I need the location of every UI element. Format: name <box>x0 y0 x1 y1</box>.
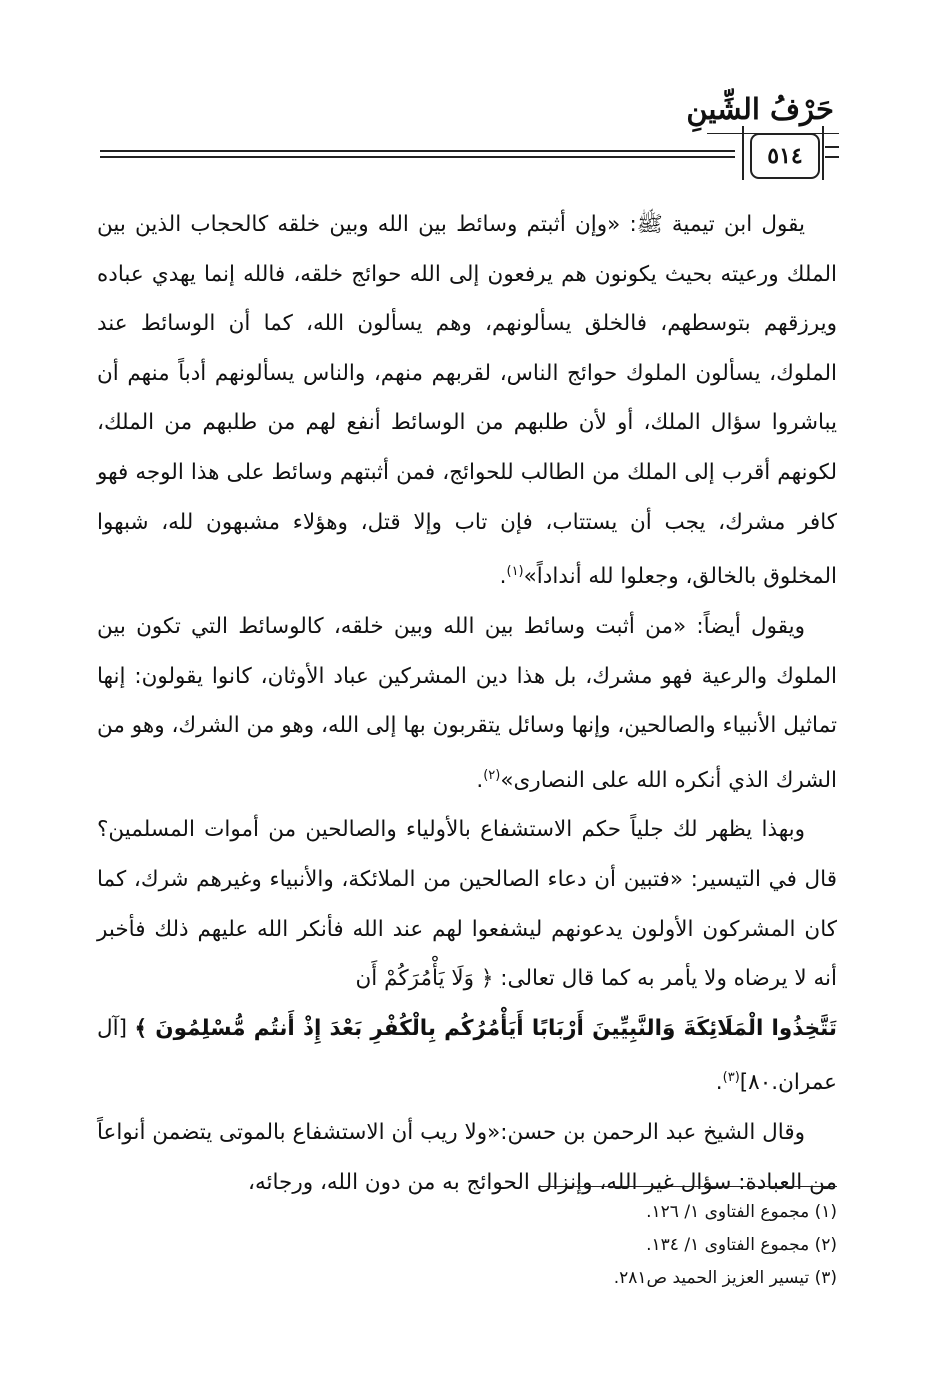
footnotes <box>337 1196 837 1295</box>
footnote-ref: (١) <box>506 564 524 580</box>
header-marker <box>825 146 839 158</box>
quran-verse: تَتَّخِذُوا الْمَلَائِكَةَ وَالنَّبِيِّينَ أَرْبَابًا أَيَأْمُرُكُم بِالْكُفْرِ بَعْدَ إِذْ أَنتُم مُّسْلِمُونَ ﴾ <box>134 1015 838 1041</box>
paragraph: وبهذا يظهر لك جلياً حكم الاستشفاع بالأولياء والصالحين من أموات المسلمين؟ قال في التيسير: «فتبين أن دعاء الصالحين من الملائكة، والأنبياء وغيرهم شرك، كما كان المشركون الأولون يدعونهم ليشفعوا لهم عند الله فأنكر الله عليهم ذلك فأخبر أنه لا يرضاه ولا يأمر به كما قال تعالى: ﴿ وَلَا يَأْمُرَكُمْ أَن تَتَّخِذُوا الْمَلَائِكَةَ وَالنَّبِيِّينَ أَرْبَابًا أَيَأْمُرُكُم بِالْكُفْرِ بَعْدَ إِذْ أَنتُم مُّسْلِمُونَ ﴾ [آل عمران.٨٠]$^{(٣)}$. <box>97 817 838 1096</box>
footnote: (١) مجموع الفتاوى ١/ ١٢٦. <box>646 1202 837 1222</box>
chapter-title: حَرْفُ الشِّينِ <box>686 92 834 126</box>
quran-reference: [آل عمران.٨٠] <box>97 1015 837 1096</box>
header-rule <box>100 156 735 158</box>
paragraph: يقول ابن تيمية ﷺ: «وإن أثبتم وسائط بين الله وبين خلقه كالحجاب الذين بين الملك ورعيته بحيث يكونون هم يرفعون إلى الله حوائج خلقه، فالله إنما يهدي عباده ويرزقهم بتوسطهم، فالخلق يسألونهم، وهم يسألون الله، كما أن الوسائط عند الملوك، يسألون الملوك حوائج الناس، لقربهم منهم، والناس يسألونهم أدباً منهم أن يباشروا سؤال الملك، أو لأن طلبهم من الوسائط أنفع لهم من طلبهم من الملك، لكونهم أقرب إلى الملك من الطالب للحوائج، فمن أثبتهم وسائط على هذا الوجه فهو كافر مشرك، يجب أن يستتاب، فإن تاب وإلا قتل، وهؤلاء مشبهون لله، شبهوا المخلوق بالخالق، وجعلوا لله أنداداً»$^{(١)}$. <box>97 212 837 590</box>
footnote: (٢) مجموع الفتاوى ١/ ١٣٤. <box>646 1235 837 1255</box>
header-rule <box>100 150 735 152</box>
footnote-ref: (٢) <box>483 767 501 783</box>
paragraph: وقال الشيخ عبد الرحمن بن حسن:«ولا ريب أن الاستشفاع بالموتى يتضمن أنواعاً من العبادة: سؤال غير الله، وإنزال الحوائج به من دون الله، ورجائه، <box>97 1120 837 1195</box>
main-text <box>97 200 837 1207</box>
footnote: (٣) تيسير العزيز الحميد ص٢٨١. <box>613 1268 837 1288</box>
paragraph: ويقول أيضاً: «من أثبت وسائط بين الله وبين خلقه، كالوسائط التي تكون بين الملوك والرعية فهو مشرك، بل هذا دين المشركين عباد الأوثان، كانوا يقولون: إنها تماثيل الأنبياء والصالحين، وإنها وسائل يتقربون بها إلى الله، وهو من الشرك، وهو من الشرك الذي أنكره الله على النصارى»$^{(٢)}$. <box>97 613 837 793</box>
footnote-separator <box>540 1186 837 1187</box>
page-number: ٥١٤ <box>750 133 820 179</box>
footnote-ref: (٣) <box>722 1070 740 1086</box>
